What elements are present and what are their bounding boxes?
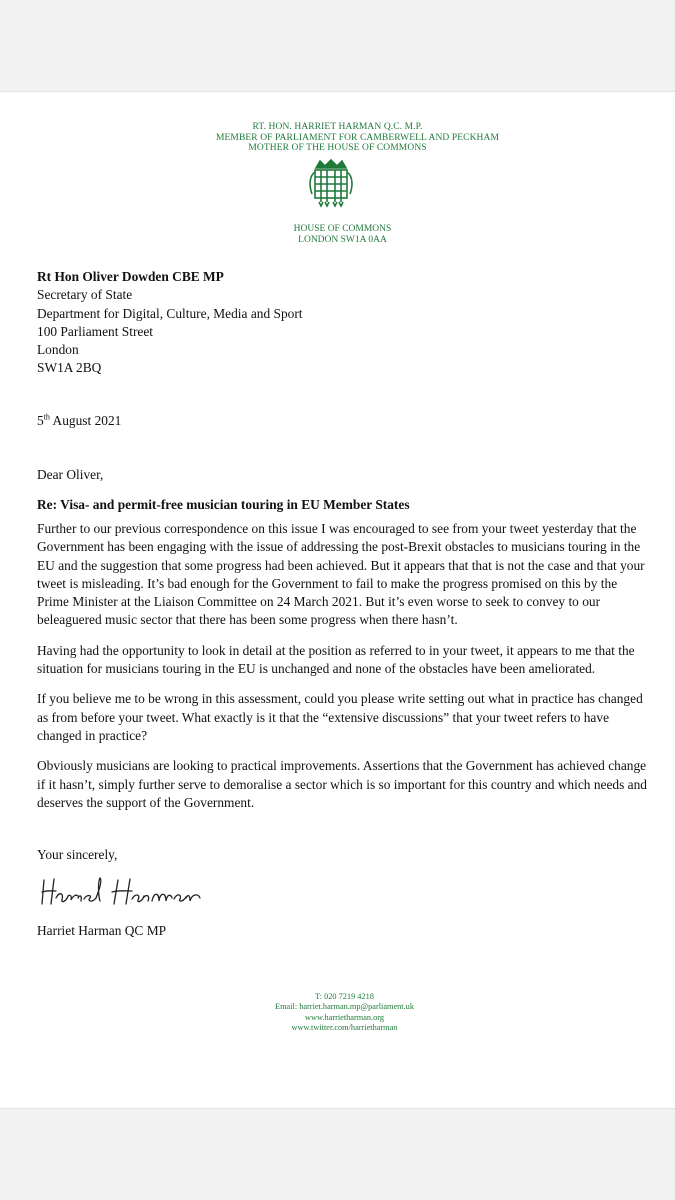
date-day: 5 — [37, 413, 44, 428]
address-line-2: LONDON SW1A 0AA — [298, 235, 387, 245]
paragraph-2: Having had the opportunity to look in detail at the position as referred to in your tweet, it appears to me that the situation for musicians touring in the EU is unchanged and none of the obstacles have been ameliorated. — [37, 642, 635, 677]
signer-name: Harriet Harman QC MP — [37, 923, 167, 938]
recipient-title: Secretary of State — [37, 287, 133, 303]
recipient-street: 100 Parliament Street — [37, 323, 154, 339]
footer-phone: T: 020 7219 4218 — [315, 992, 374, 1001]
paragraph-4: Obviously musicians are looking to practical improvements. Assertions that the Government has achieved change if it hasn’t, simply further serve to demoralise a sector which is so important for this country and which needs and deserves the support of the Government. — [37, 758, 647, 810]
letterhead-name: RT. HON. HARRIET HARMAN Q.C. M.P. — [252, 122, 423, 132]
letter-body — [37, 520, 649, 824]
recipient-postcode: SW1A 2BQ — [37, 360, 102, 376]
letterhead-role: MOTHER OF THE HOUSE OF COMMONS — [248, 143, 427, 153]
salutation: Dear Oliver, — [37, 467, 104, 482]
address-line-1: HOUSE OF COMMONS — [293, 224, 392, 234]
subject-line: Re: Visa- and permit-free musician touring in EU Member States — [37, 497, 410, 512]
paragraph-1: Further to our previous correspondence on this issue I was encouraged to see from your tweet yesterday that the Government has been engaging with the issue of addressing the post-Brexit obstacles to musicians touring in the EU and the suggestion that some progress had been achieved. But it appears that that is not the case and that your tweet is misleading. It’s bad enough for the Government to fail to make the progress promised on this by the Prime Minister at the Liaison Committee on 24 March 2021. But it’s even worse to seek to convey to our beleaguered music sector that there has been some progress when there hasn’t. — [37, 521, 645, 628]
signoff: Your sincerely, — [37, 847, 118, 862]
date-suffix: th — [43, 412, 50, 422]
contact-footer — [0, 992, 675, 1034]
paragraph-3: If you believe me to be wrong in this assessment, could you please write setting out what in practice has changed as from before your tweet. What exactly is it that the “extensive discussions” that your tweet refers to have changed in practice? — [37, 691, 643, 743]
recipient-block — [37, 268, 649, 378]
date-rest: August 2021 — [49, 413, 122, 428]
footer-website[interactable]: www.harrietharman.org — [304, 1012, 385, 1022]
footer-twitter[interactable]: www.twitter.com/harrietharman — [291, 1023, 398, 1033]
letterhead — [0, 122, 675, 154]
recipient-city: London — [37, 342, 79, 358]
letter-page — [0, 92, 675, 1108]
recipient-name: Rt Hon Oliver Dowden CBE MP — [37, 269, 224, 284]
letterhead-constituency: MEMBER OF PARLIAMENT FOR CAMBERWELL AND PECKHAM — [215, 132, 500, 143]
footer-email[interactable]: Email: harriet.harman.mp@parliament.uk — [275, 1002, 414, 1012]
portcullis-icon — [306, 158, 356, 212]
recipient-department: Department for Digital, Culture, Media and Sport — [37, 305, 303, 321]
letterhead-address — [0, 224, 675, 246]
handwritten-signature — [40, 874, 250, 908]
letter-date — [37, 412, 649, 430]
